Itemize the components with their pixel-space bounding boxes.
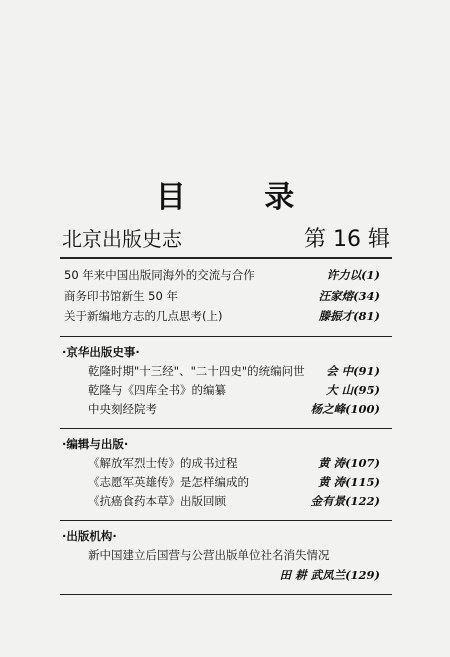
section-divider: [60, 336, 392, 337]
entry-author: 黄 涛(107): [318, 456, 380, 470]
entry-title: 《抗癌食药本草》出版回顾: [88, 494, 226, 508]
entry-title: 商务印书馆新生 50 年: [64, 289, 178, 303]
entry-author: 金有景(122): [310, 494, 380, 508]
entry-title: 新中国建立后国营与公营出版单位社名消失情况: [88, 548, 330, 562]
entry-title: 乾隆时期"十三经"、"二十四史"的统编问世: [88, 364, 305, 378]
issue-number: 第 16 辑: [304, 227, 390, 252]
toc-entry: [88, 494, 380, 508]
toc-entry: [88, 402, 380, 416]
toc-heading: 目 录: [155, 180, 329, 215]
section-heading: ·出版机构·: [62, 529, 117, 543]
entry-title: 《解放军烈士传》的成书过程: [88, 456, 238, 470]
entry-author: 杨之峰(100): [310, 402, 380, 416]
toc-entry: [88, 364, 380, 378]
entry-author: 大 山(95): [326, 383, 380, 397]
section-divider: [60, 428, 392, 429]
series-title: 北京出版史志: [62, 227, 182, 251]
entry-author: 许力以(1): [326, 268, 380, 282]
section-heading: ·编辑与出版·: [62, 437, 129, 451]
series-title-row: [62, 222, 390, 253]
toc-entry: [64, 309, 380, 323]
entry-author: 会 中(91): [326, 364, 380, 378]
toc-entry: [88, 456, 380, 470]
section-divider: [60, 520, 392, 521]
entry-author: 田 耕 武凤兰(129): [279, 568, 380, 582]
entry-title: 关于新编地方志的几点思考(上): [64, 309, 223, 323]
toc-entry: [88, 548, 388, 562]
entry-title: 乾隆与《四库全书》的编纂: [88, 383, 226, 397]
title-divider: [60, 257, 392, 259]
entry-author: 黄 涛(115): [318, 475, 380, 489]
entry-title: 中央刻经院考: [88, 402, 157, 416]
entry-title: 《志愿军英雄传》是怎样编成的: [88, 475, 249, 489]
toc-entry: [64, 289, 380, 303]
toc-entry: [88, 475, 380, 489]
toc-entry: [88, 568, 380, 582]
bottom-divider: [60, 594, 392, 595]
entry-author: 滕振才(81): [318, 309, 380, 323]
toc-entry: [64, 268, 380, 282]
toc-entry: [88, 383, 380, 397]
entry-title: 50 年来中国出版同海外的交流与合作: [64, 268, 255, 282]
entry-author: 汪家熔(34): [318, 289, 380, 303]
section-heading: ·京华出版史事·: [62, 345, 140, 359]
